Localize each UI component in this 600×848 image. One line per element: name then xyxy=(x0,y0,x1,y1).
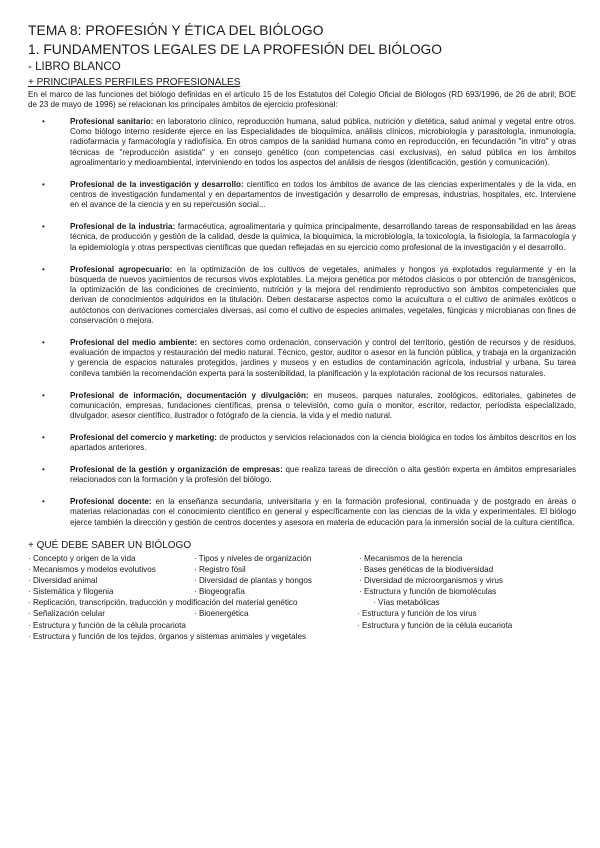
bullet-icon: • xyxy=(42,497,45,507)
bullet-icon: • xyxy=(42,432,45,442)
profile-description: en la optimización de los cultivos de vegetales, animales y hongos ya explotados regularmente y en la búsqueda de nuevos yacimientos de recursos vivos explotables. La mejora genética por métodos clásicos o por obtención de transgénicos, la optimización de las condiciones de crecimiento, nutrición y la mejora del rendimiento reproductivo son ámbitos competenciales que derivan de conocimientos adquiridos en la titulación. Deben destacarse aspectos como la acuicultura o el cultivo de animales exóticos o autóctonos con derivaciones comerciales diversas, así como el cultivo de especies animales, vegetales, fúngicas y microbianas con fines de conservación o mejora. xyxy=(70,264,577,326)
bullet-icon: • xyxy=(42,337,45,347)
bullet-icon: • xyxy=(42,179,45,189)
profile-item xyxy=(28,117,576,168)
profile-label: Profesional del medio ambiente: xyxy=(70,337,198,347)
profile-description: farmacéutica, agroalimentaria y química principalmente, desarrollando tareas de responsabilidad en las áreas técnica, de producción y gestión de la calidad, desde la química, la bioquímica, la microbiología, la toxicología, la fisiología, la farmacología y la epidemiología y otras perspectivas científicas que quedan reflejadas en su ejercicio como profesional de la investigación y el desarrollo. xyxy=(70,222,576,252)
knowledge-row xyxy=(28,620,576,631)
knowledge-row xyxy=(28,597,576,608)
knowledge-item: · Bases genéticas de la biodiversidad xyxy=(359,564,494,574)
bullet-icon: • xyxy=(42,222,45,232)
knowledge-item: · Biogeografía xyxy=(194,587,245,597)
profile-label: Profesional sanitario: xyxy=(70,116,154,126)
profile-description: en museos, parques naturales, zoológicos, editoriales, gabinetes de comunicación, empresas, fundaciones científicas, prensa o televisión, como guía o monitor, escritor, redactor, periodista especializado, divulgador, asesor científico, ilustrador o fotógrafo de la ciencia, la vida y el medio natural. xyxy=(70,390,576,421)
profile-description: que realiza tareas de dirección o alta gestión experta en ámbitos empresariales relacionados con la formación y la profesión del biólogo. xyxy=(70,465,576,485)
profile-label: Profesional agropecuario: xyxy=(70,264,173,274)
profile-item xyxy=(28,180,576,211)
bullet-icon: • xyxy=(42,390,45,400)
bullet-icon: • xyxy=(42,116,45,126)
profile-description: en sectores como ordenación, conservación y control del territorio, gestión de recursos y de residuos, evaluación de impactos y restauración del medio natural. Técnico, gestor, auditor o asesor en la función pública, y trabaja en la organización y gerencia de espacios naturales protegidos, jardines y museos y en estudios de contaminación agrícola, industrial y urbana. Su tarea conlleva también la recomendación experta para la sostenibilidad, la planificación y la explotación racional de los recursos naturales. xyxy=(70,337,576,378)
knowledge-item: · Mecanismos de la herencia xyxy=(359,553,463,563)
profile-item xyxy=(28,265,576,327)
profile-label: Profesional del comercio y marketing: xyxy=(70,432,217,442)
knowledge-item: · Estructura y función de biomoléculas xyxy=(359,587,497,597)
bullet-icon: • xyxy=(42,264,45,274)
knowledge-item: · Vías metabólicas xyxy=(373,598,440,608)
profile-item xyxy=(28,222,576,253)
profiles-heading: + PRINCIPALES PERFILES PROFESIONALES xyxy=(28,77,241,88)
knowledge-item: · Diversidad de microorganismos y virus xyxy=(359,575,503,585)
knowledge-row xyxy=(28,575,576,586)
knowledge-item: · Mecanismos y modelos evolutivos xyxy=(28,564,156,574)
profile-item xyxy=(28,497,576,528)
profile-item xyxy=(28,465,576,486)
knowledge-heading: + QUÉ DEBE SABER UN BIÓLOGO xyxy=(28,539,192,551)
profile-label: Profesional de la gestión y organización de empresas: xyxy=(70,465,283,475)
bullet-icon: • xyxy=(42,465,45,475)
knowledge-item: · Estructura y función de la célula procariota xyxy=(28,620,186,630)
profiles-list xyxy=(28,117,576,528)
doc-title-topic: TEMA 8: PROFESIÓN Y ÉTICA DEL BIÓLOGO xyxy=(28,23,324,38)
knowledge-row xyxy=(28,631,576,642)
knowledge-item: · Tipos y niveles de organización xyxy=(194,553,312,563)
profile-label: Profesional docente: xyxy=(70,497,152,507)
intro-paragraph: En el marco de las funciones del biólogo definidas en el artículo 15 de los Estatutos del Colegio Oficial de Biólogos (RD 693/1996, de 26 de abril; BOE de 23 de mayo de 1996) se relacionan los principales ámbitos de ejercicio profesional: xyxy=(28,90,576,110)
knowledge-item: · Señalización celular xyxy=(28,609,105,619)
knowledge-row xyxy=(28,564,576,575)
knowledge-item: · Estructura y función de los virus xyxy=(357,609,477,619)
knowledge-item: · Estructura y función de la célula eucariota xyxy=(357,620,513,630)
profile-item xyxy=(28,433,576,454)
knowledge-item: · Bioenergética xyxy=(194,609,249,619)
profile-label: Profesional de información, documentación y divulgación: xyxy=(70,390,309,400)
profile-description: científico en todos los ámbitos de avance de las ciencias experimentales y de la vida, en centros de investigación fundamental y en departamentos de investigación y desarrollo de empresas, industrias, hospitales, etc. Interviene en el avance de la ciencia y en su repercusión social... xyxy=(70,179,576,210)
profile-label: Profesional de la industria: xyxy=(70,222,176,232)
section-title: 1. FUNDAMENTOS LEGALES DE LA PROFESIÓN DEL BIÓLOGO xyxy=(28,42,443,57)
knowledge-row xyxy=(28,553,576,564)
profile-description: de productos y servicios relacionados con la ciencia biológica en todos los ámbitos descritos en los apartados anteriores. xyxy=(70,432,577,453)
knowledge-item: · Estructura y función de los tejidos, órganos y sistemas animales y vegetales xyxy=(28,631,307,641)
knowledge-row xyxy=(28,608,576,619)
profile-label: Profesional de la investigación y desarrollo: xyxy=(70,179,244,189)
profile-item xyxy=(28,338,576,379)
knowledge-item: · Diversidad animal xyxy=(28,575,98,585)
profile-description: en laboratorio clínico, reproducción humana, salud pública, nutrición y dietética, salud animal y vegetal entre otros. Como biólogo interno residente ejerce en las Especialidades de bioquímica, análisis clínicos, microbiología y parasitología, inmunología, radiofarmacia y farmacología y radiofísica. En otros campos de la sanidad humana como en reproducción, en fecundación "in vitro" y otras técnicas de "reproducción asistida" y en consejo genético (con competencias casi exclusivas), en salud pública en los ámbitos agroalimentario y medioambiental, interviniendo en todos los aspectos del análisis de riesgos (identificación, gestión y comunicación). xyxy=(70,116,576,167)
profile-description: en la enseñanza secundaria, universitaria y en la formación profesional, continuada y de postgrado en áreas o materias relacionadas con el conocimiento científico en general y específicamente con las ciencias de la vida y experimentales. El biólogo ejerce también la dirección y gestión de centros docentes y asesora en materia de educación para la inmersión social de la cultura científica. xyxy=(70,497,576,527)
knowledge-list xyxy=(28,553,576,643)
knowledge-row xyxy=(28,586,576,597)
knowledge-item: · Concepto y origen de la vida xyxy=(28,553,136,563)
knowledge-item: · Replicación, transcripción, traducción y modificación del material genético xyxy=(28,598,298,608)
profile-item xyxy=(28,391,576,422)
knowledge-item: · Diversidad de plantas y hongos xyxy=(194,575,312,585)
knowledge-item: · Sistemática y filogenia xyxy=(28,587,114,597)
subsection-title: - LIBRO BLANCO xyxy=(28,60,121,73)
knowledge-item: · Registro fósil xyxy=(194,564,246,574)
